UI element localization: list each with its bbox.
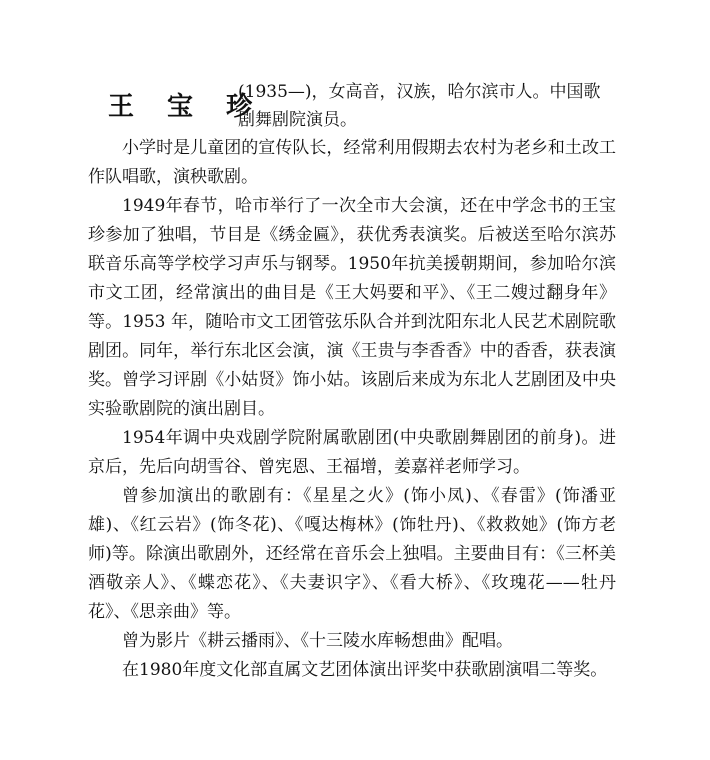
entry-name: 王 宝 珍 [108, 92, 265, 122]
paragraph-award: 在1980年度文化部直属文艺团体演出评奖中获歌剧演唱二等奖。 [122, 660, 608, 680]
paragraph-early-career: 1949年春节，哈市举行了一次全市大会演，还在中学念书的王宝珍参加了独唱，节目是《绣金匾》，获优秀表演奖。后被送至哈尔滨苏联音乐高等学校学习声乐与钢琴。1950年抗美援朝期间，参加哈尔滨市文工团，经常演出的曲目是《王大妈要和平》、《王二嫂过翻身年》等。1953 年，随哈市文工团管弦乐队合并到沈阳东北人民艺术剧院歌剧团。同年，举行东北区会演，演《王贵与李香香》中的香香，获表演奖。曾学习评剧《小姑贤》饰小姑。该剧后来成为东北人艺剧团及中央实验歌剧院的演出剧目。 [88, 196, 616, 419]
paragraph-repertoire: 曾参加演出的歌剧有：《星星之火》(饰小凤)、《春雷》(饰潘亚雄)、《红云岩》(饰冬花)、《嘎达梅林》(饰牡丹)、《救救她》(饰方老师)等。除演出歌剧外，还经常在音乐会上独唱。主要曲目有：《三杯美酒敬亲人》、《蝶恋花》、《夫妻识字》、《看大桥》、《玫瑰花——牡丹花》、《思亲曲》等。 [88, 486, 616, 622]
entry-header [88, 78, 618, 138]
paragraph-beijing: 1954年调中央戏剧学院附属歌剧团(中央歌剧舞剧团的前身)。进京后，先后向胡雪谷、曾宪恩、王福增，姜嘉祥老师学习。 [88, 428, 616, 477]
paragraph-film: 曾为影片《耕云播雨》、《十三陵水库畅想曲》配唱。 [122, 631, 513, 651]
entry-intro: (1935—)，女高音，汉族，哈尔滨市人。中国歌剧舞剧院演员。 [238, 82, 601, 130]
entry-body [88, 134, 616, 685]
paragraph-childhood: 小学时是儿童团的宣传队长，经常利用假期去农村为老乡和土改工作队唱歌，演秧歌剧。 [88, 138, 616, 187]
